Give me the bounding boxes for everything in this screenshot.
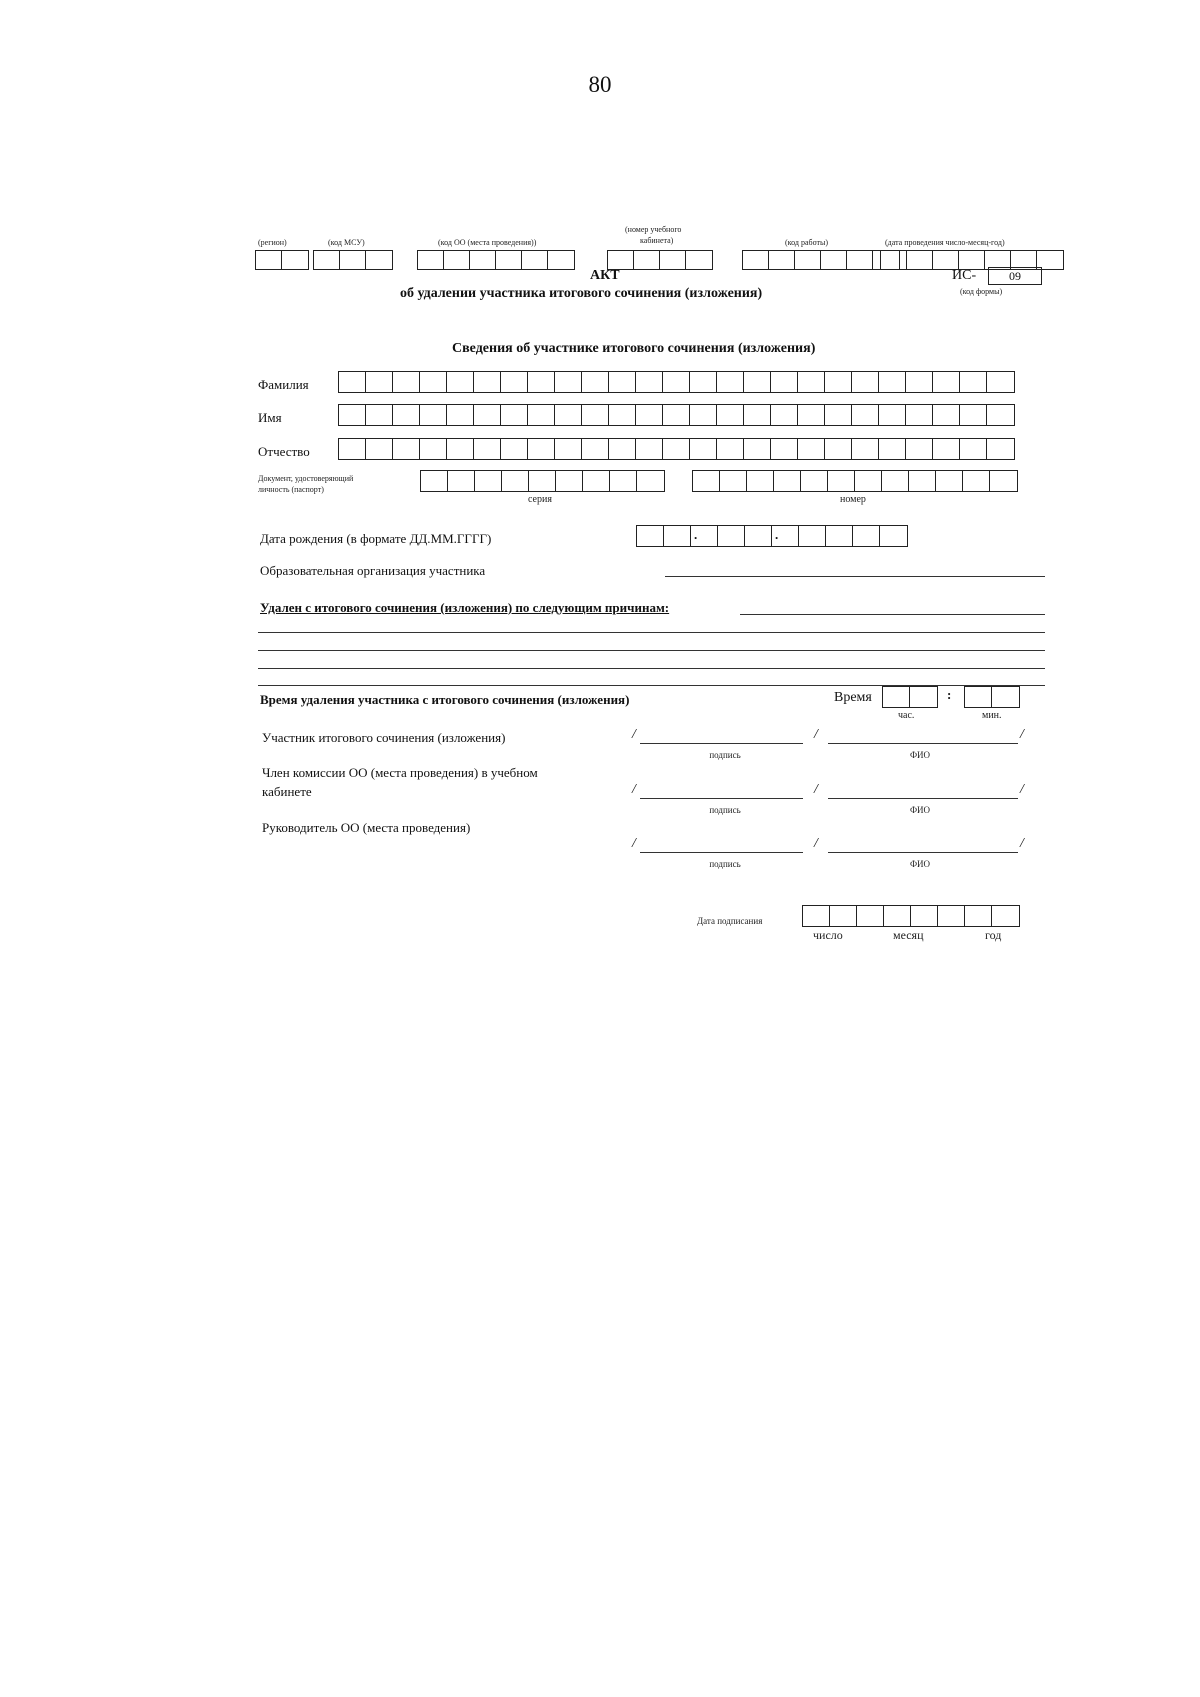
- reason-line-3[interactable]: [258, 650, 1045, 651]
- room-number-cells[interactable]: [607, 250, 713, 270]
- series-label: серия: [528, 494, 552, 505]
- signing-date-cells[interactable]: [802, 905, 1020, 927]
- patronymic-cells[interactable]: [338, 438, 1015, 460]
- number-label: номер: [840, 494, 866, 505]
- signing-day-label: число: [813, 928, 843, 942]
- time-word: Время: [834, 690, 872, 705]
- signature-caption: подпись: [709, 859, 741, 869]
- removal-time-label: Время удаления участника с итогового сочинения (изложения): [260, 692, 630, 707]
- signing-month-label: месяц: [893, 928, 924, 942]
- participant-fio-line[interactable]: [828, 743, 1018, 744]
- surname-label: Фамилия: [258, 377, 309, 392]
- minutes-label: мин.: [982, 710, 1002, 721]
- participant-signature-label: Участник итогового сочинения (изложения): [262, 730, 506, 745]
- commission-signature-line[interactable]: [640, 798, 803, 799]
- head-signature-line[interactable]: [640, 852, 803, 853]
- document-label: Документ, удостоверяющий: [258, 474, 354, 483]
- msu-code-cells[interactable]: [313, 250, 393, 270]
- head-fio-line[interactable]: [828, 852, 1018, 853]
- act-title: АКТ: [590, 268, 620, 283]
- reason-line-2[interactable]: [258, 632, 1045, 633]
- minutes-cells[interactable]: [964, 686, 1020, 708]
- signature-caption: подпись: [709, 750, 741, 760]
- page-number: 80: [588, 72, 612, 97]
- organization-label: Образовательная организация участника: [260, 563, 486, 578]
- time-colon: :: [947, 687, 952, 702]
- form-code-label: (код формы): [960, 287, 1003, 296]
- work-code-label: (код работы): [785, 238, 829, 247]
- oo-code-label: (код ОО (места проведения)): [438, 238, 537, 247]
- slash: /: [1020, 727, 1024, 742]
- act-subtitle: об удалении участника итогового сочинения (изложения): [400, 286, 763, 301]
- fio-caption: ФИО: [909, 859, 931, 869]
- birth-date-dot-1: .: [694, 527, 698, 542]
- slash: /: [632, 782, 636, 797]
- region-code-cells[interactable]: [255, 250, 309, 270]
- organization-line[interactable]: [665, 576, 1045, 577]
- document-number-cells[interactable]: [692, 470, 1018, 492]
- slash: /: [1020, 836, 1024, 851]
- oo-code-cells[interactable]: [417, 250, 575, 270]
- slash: /: [1020, 782, 1024, 797]
- signature-caption: подпись: [709, 805, 741, 815]
- form-prefix: ИС-: [952, 268, 977, 283]
- slash: /: [632, 836, 636, 851]
- signing-year-label: год: [985, 928, 1002, 942]
- birth-date-label: Дата рождения (в формате ДД.ММ.ГГГГ): [260, 531, 492, 546]
- commission-member-label-2: кабинете: [262, 784, 312, 799]
- slash: /: [814, 782, 818, 797]
- head-of-oo-label: Руководитель ОО (места проведения): [262, 820, 471, 835]
- fio-caption: ФИО: [909, 750, 931, 760]
- document-label-2: личность (паспорт): [258, 485, 324, 494]
- slash: /: [814, 836, 818, 851]
- surname-cells[interactable]: [338, 371, 1015, 393]
- reason-line-1[interactable]: [740, 614, 1045, 615]
- msu-code-label: (код МСУ): [328, 238, 365, 247]
- room-number-label-2: кабинета): [640, 236, 674, 245]
- work-code-cells[interactable]: [742, 250, 900, 270]
- room-number-label: (номер учебного: [625, 225, 682, 234]
- form-code-box: [988, 267, 1042, 285]
- signing-date-label: Дата подписания: [697, 916, 763, 926]
- removal-reasons-label: Удален с итогового сочинения (изложения) по следующим причинам:: [260, 600, 670, 615]
- name-cells[interactable]: [338, 404, 1015, 426]
- hours-cells[interactable]: [882, 686, 938, 708]
- name-label: Имя: [258, 410, 282, 425]
- birth-date-cells[interactable]: [636, 525, 908, 547]
- document-series-cells[interactable]: [420, 470, 665, 492]
- patronymic-label: Отчество: [258, 444, 310, 459]
- commission-member-label: Член комиссии ОО (места проведения) в учебном: [262, 765, 538, 780]
- fio-caption: ФИО: [909, 805, 931, 815]
- participant-signature-line[interactable]: [640, 743, 803, 744]
- participant-section-title: Сведения об участнике итогового сочинения (изложения): [452, 341, 816, 356]
- birth-date-dot-2: .: [775, 527, 779, 542]
- slash: /: [814, 727, 818, 742]
- hours-label: час.: [898, 710, 915, 721]
- form-code: 09: [1009, 269, 1021, 283]
- exam-date-label: (дата проведения число-месяц-год): [885, 238, 1005, 247]
- reason-line-4[interactable]: [258, 668, 1045, 669]
- region-code-label: (регион): [258, 238, 287, 247]
- slash: /: [632, 727, 636, 742]
- commission-fio-line[interactable]: [828, 798, 1018, 799]
